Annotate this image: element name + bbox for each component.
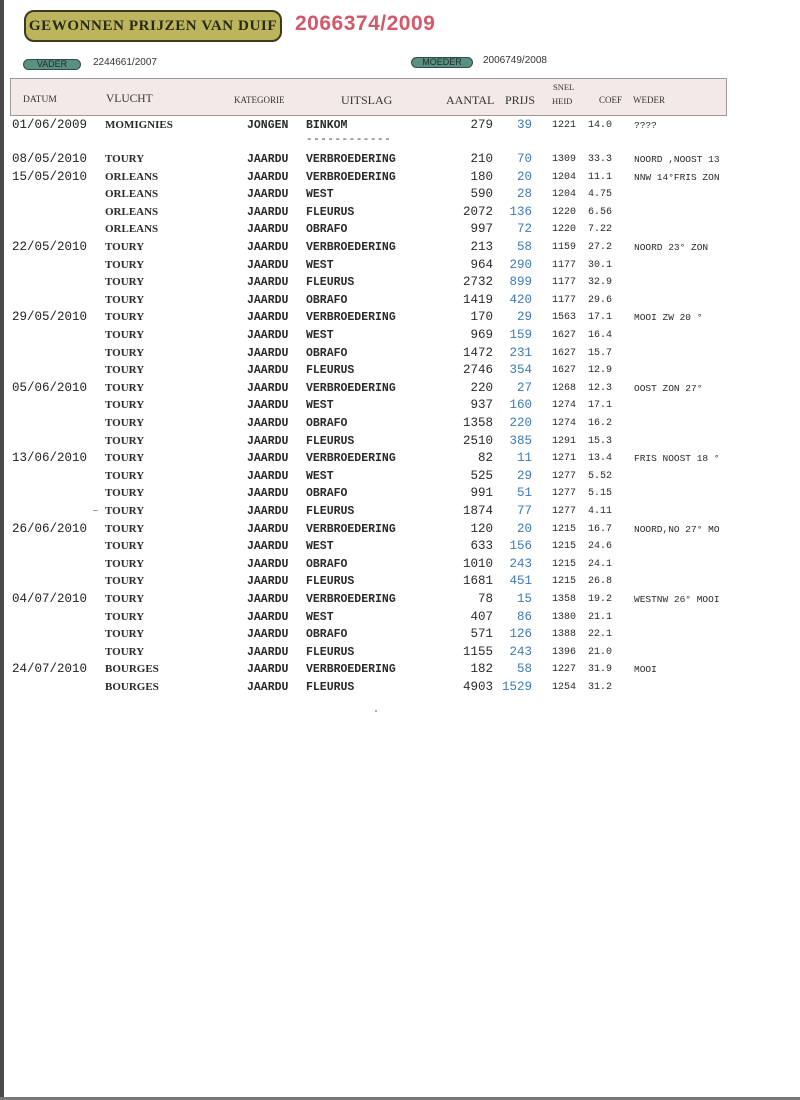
table-row — [0, 169, 800, 186]
row-date: 04/07/2010 — [12, 592, 88, 606]
row-flight: TOURY — [105, 610, 145, 623]
table-row — [0, 274, 800, 291]
row-weather: WESTNW 26° MOOI — [634, 594, 720, 605]
row-result: OBRAFO — [306, 628, 348, 642]
document-title: GEWONNEN PRIJZEN VAN DUIF — [24, 10, 282, 42]
row-category: JAARDU — [247, 575, 289, 589]
row-flight: TOURY — [105, 329, 145, 341]
table-row — [0, 327, 800, 344]
row-prize: 39 — [516, 118, 532, 132]
row-weather: ???? — [634, 120, 657, 131]
row-category: JAARDU — [247, 241, 289, 254]
row-count: 4903 — [462, 680, 493, 694]
row-count: 220 — [470, 380, 493, 395]
row-count: 969 — [470, 328, 493, 342]
row-result: VERBROEDERING — [306, 153, 396, 166]
row-flight: ORLEANS — [105, 170, 159, 183]
row-weather: OOST ZON 27° — [634, 382, 703, 394]
row-category: JAARDU — [247, 628, 289, 642]
row-category: JONGEN — [247, 119, 289, 132]
row-coef: 30.1 — [588, 259, 613, 271]
row-result: WEST — [306, 540, 334, 554]
row-coef: 17.1 — [588, 400, 613, 412]
row-count: 1358 — [462, 416, 493, 430]
row-speed: 1220 — [552, 224, 577, 236]
row-speed: 1215 — [552, 576, 577, 588]
row-flight: ORLEANS — [105, 188, 159, 201]
row-date: 29/05/2010 — [12, 310, 88, 325]
row-category: JAARDU — [247, 293, 289, 307]
row-count: 2510 — [462, 433, 493, 448]
row-speed: 1277 — [552, 488, 577, 500]
row-category: JAARDU — [247, 557, 289, 571]
row-count: 2732 — [462, 275, 493, 290]
row-count: 407 — [470, 609, 493, 624]
row-speed: 1220 — [552, 206, 577, 218]
row-result: BINKOM — [306, 119, 348, 132]
row-speed: 1177 — [552, 294, 577, 306]
row-coef: 21.0 — [588, 646, 613, 658]
row-coef: 12.9 — [588, 365, 613, 377]
table-row — [0, 397, 800, 414]
row-speed: 1277 — [552, 470, 577, 482]
row-prize: 220 — [509, 416, 532, 430]
pigeon-ring-number: 2066374/2009 — [295, 12, 436, 35]
row-flight: TOURY — [105, 645, 145, 658]
row-coef: 4.11 — [588, 506, 613, 517]
row-category: JAARDU — [247, 188, 289, 202]
row-speed: 1309 — [552, 154, 577, 165]
row-prize: 159 — [509, 328, 532, 342]
row-speed: 1221 — [552, 120, 577, 131]
row-category: JAARDU — [247, 223, 289, 237]
row-speed: 1215 — [552, 558, 577, 570]
column-header-datum: DATUM — [23, 95, 57, 105]
row-speed: 1227 — [552, 664, 577, 676]
row-coef: 17.1 — [588, 312, 613, 324]
row-result: VERBROEDERING — [306, 241, 396, 254]
row-count: 180 — [470, 169, 493, 184]
row-count: 964 — [470, 257, 493, 272]
row-category: JAARDU — [247, 663, 289, 677]
row-flight: TOURY — [105, 505, 145, 517]
row-speed: 1627 — [552, 347, 577, 359]
row-speed: 1177 — [552, 259, 577, 271]
column-header-prijs: PRIJS — [505, 93, 536, 107]
row-coef: 7.22 — [588, 224, 613, 236]
row-coef: 24.6 — [588, 541, 613, 553]
row-prize: 126 — [509, 627, 532, 642]
row-flight: TOURY — [105, 575, 145, 588]
row-coef: 6.56 — [588, 206, 613, 218]
row-prize: 354 — [509, 363, 532, 378]
row-prize: 156 — [509, 539, 532, 554]
row-result: OBRAFO — [306, 557, 348, 571]
row-speed: 1215 — [552, 541, 577, 553]
row-prize: 20 — [516, 521, 532, 536]
row-result: VERBROEDERING — [306, 593, 396, 606]
mother-ring-number: 2006749/2008 — [483, 55, 547, 66]
row-weather: FRIS NOOST 18 ° — [634, 453, 720, 465]
row-coef: 15.7 — [588, 347, 613, 359]
mother-label: MOEDER — [411, 57, 473, 68]
row-coef: 32.9 — [588, 277, 613, 289]
row-prize: 385 — [509, 433, 532, 448]
row-flight: TOURY — [105, 346, 145, 359]
row-count: 1419 — [462, 292, 493, 307]
row-prize: 51 — [516, 486, 532, 501]
row-flight: BOURGES — [105, 681, 159, 693]
row-category: JAARDU — [247, 153, 289, 166]
row-coef: 31.9 — [588, 664, 613, 676]
table-row — [0, 345, 800, 362]
column-header-vlucht: VLUCHT — [106, 93, 153, 105]
row-count: 213 — [470, 240, 493, 254]
row-count: 1155 — [462, 644, 493, 659]
table-row — [0, 485, 800, 502]
row-result: FLEURUS — [306, 205, 355, 219]
row-prize: 70 — [516, 152, 532, 166]
row-prize: 1529 — [501, 680, 532, 694]
row-date: 22/05/2010 — [12, 240, 88, 254]
row-result: OBRAFO — [306, 346, 348, 360]
row-count: 2072 — [462, 204, 493, 219]
row-category: JAARDU — [247, 170, 289, 184]
column-header-snel: SNEL — [553, 82, 575, 92]
row-speed: 1254 — [552, 682, 577, 693]
row-count: 182 — [470, 662, 493, 677]
row-flight: TOURY — [105, 311, 145, 324]
table-row — [0, 521, 800, 538]
row-prize: 29 — [516, 310, 532, 325]
row-speed: 1563 — [552, 312, 577, 324]
table-row — [0, 573, 800, 590]
table-row — [0, 415, 800, 432]
row-result: FLEURUS — [306, 505, 355, 518]
row-flight: ORLEANS — [105, 205, 159, 218]
row-speed: 1215 — [552, 523, 577, 535]
row-prize: 72 — [516, 222, 532, 237]
row-date: 01/06/2009 — [12, 118, 88, 132]
row-count: 1681 — [462, 574, 493, 589]
row-flight: TOURY — [105, 399, 145, 412]
row-flight: ORLEANS — [105, 223, 159, 236]
table-row — [0, 221, 800, 238]
row-count: 1010 — [462, 556, 493, 571]
row-prize: 11 — [516, 451, 532, 466]
row-prize: 28 — [516, 187, 532, 202]
divider-line: ------------ — [306, 134, 392, 146]
row-count: 279 — [470, 118, 493, 132]
row-result: WEST — [306, 610, 334, 624]
row-result: FLEURUS — [306, 575, 355, 589]
row-prize: 20 — [516, 169, 532, 184]
row-category: JAARDU — [247, 522, 289, 536]
row-category: JAARDU — [247, 364, 289, 378]
table-row — [0, 538, 800, 555]
row-category: JAARDU — [247, 346, 289, 360]
row-coef: 22.1 — [588, 629, 613, 641]
row-count: 991 — [470, 486, 493, 501]
row-prize: 231 — [509, 345, 532, 360]
table-row — [0, 433, 800, 450]
row-prize: 136 — [509, 204, 532, 219]
row-flight: BOURGES — [105, 663, 159, 676]
row-coef: 14.0 — [588, 120, 613, 131]
row-category: JAARDU — [247, 205, 289, 219]
row-prize: 58 — [516, 662, 532, 677]
row-speed: 1627 — [552, 365, 577, 377]
row-coef: 15.3 — [588, 435, 613, 447]
row-flight: TOURY — [105, 628, 145, 641]
row-speed: 1388 — [552, 629, 577, 641]
row-speed: 1274 — [552, 418, 577, 429]
row-coef: 13.4 — [588, 453, 613, 465]
father-ring-number: 2244661/2007 — [93, 57, 157, 68]
row-date: 08/05/2010 — [12, 152, 88, 166]
scan-speck — [93, 510, 98, 511]
row-result: OBRAFO — [306, 487, 348, 501]
row-speed: 1274 — [552, 400, 577, 412]
row-coef: 33.3 — [588, 154, 613, 165]
row-result: OBRAFO — [306, 293, 348, 307]
row-result: VERBROEDERING — [306, 381, 396, 395]
row-coef: 11.1 — [588, 171, 613, 183]
row-category: JAARDU — [247, 258, 289, 272]
table-row — [0, 450, 800, 467]
row-result: VERBROEDERING — [306, 452, 396, 466]
table-row — [0, 556, 800, 573]
row-speed: 1277 — [552, 506, 577, 517]
row-prize: 160 — [509, 398, 532, 413]
row-coef: 19.2 — [588, 594, 613, 605]
row-flight: TOURY — [105, 522, 145, 535]
row-result: WEST — [306, 188, 334, 202]
row-weather: NOORD ,NOOST 13 — [634, 154, 720, 165]
row-speed: 1204 — [552, 171, 577, 183]
row-category: JAARDU — [247, 452, 289, 466]
row-category: JAARDU — [247, 610, 289, 624]
row-result: VERBROEDERING — [306, 663, 396, 677]
row-flight: TOURY — [105, 417, 145, 429]
scan-speck — [375, 710, 377, 712]
row-date: 24/07/2010 — [12, 662, 88, 677]
table-row — [0, 591, 800, 608]
row-result: WEST — [306, 258, 334, 272]
row-flight: TOURY — [105, 593, 145, 605]
row-prize: 243 — [509, 644, 532, 659]
row-coef: 4.75 — [588, 189, 613, 201]
table-row — [0, 239, 800, 256]
column-header-aantal: AANTAL — [446, 93, 495, 107]
row-prize: 86 — [516, 609, 532, 624]
table-row — [0, 309, 800, 326]
row-flight: TOURY — [105, 293, 145, 306]
table-row — [0, 644, 800, 661]
row-count: 590 — [470, 187, 493, 202]
row-category: JAARDU — [247, 469, 289, 483]
row-category: JAARDU — [247, 593, 289, 606]
row-prize: 243 — [509, 556, 532, 571]
row-flight: TOURY — [105, 276, 145, 289]
table-row — [0, 186, 800, 203]
table-row — [0, 292, 800, 309]
row-coef: 31.2 — [588, 682, 613, 693]
row-speed: 1271 — [552, 453, 577, 465]
row-date: 26/06/2010 — [12, 521, 88, 536]
row-result: FLEURUS — [306, 681, 355, 694]
row-weather: MOOI ZW 20 ° — [634, 312, 703, 324]
row-coef: 5.15 — [588, 488, 613, 500]
row-result: VERBROEDERING — [306, 311, 396, 325]
row-speed: 1291 — [552, 435, 577, 447]
row-speed: 1159 — [552, 242, 577, 253]
row-count: 120 — [470, 521, 493, 536]
row-speed: 1627 — [552, 330, 577, 341]
row-count: 1874 — [462, 504, 493, 518]
row-speed: 1380 — [552, 611, 577, 623]
column-header-coef: COEF — [599, 95, 623, 105]
row-speed: 1358 — [552, 594, 577, 605]
row-prize: 58 — [516, 240, 532, 254]
row-speed: 1177 — [552, 277, 577, 289]
father-label: VADER — [23, 59, 81, 70]
row-flight: TOURY — [105, 258, 145, 271]
row-category: JAARDU — [247, 329, 289, 342]
row-coef: 16.2 — [588, 418, 613, 429]
row-flight: TOURY — [105, 540, 145, 553]
row-flight: TOURY — [105, 452, 145, 465]
row-result: WEST — [306, 399, 334, 413]
row-category: JAARDU — [247, 487, 289, 501]
row-count: 78 — [477, 592, 493, 606]
row-result: FLEURUS — [306, 645, 355, 659]
row-category: JAARDU — [247, 681, 289, 694]
row-flight: TOURY — [105, 153, 145, 165]
row-coef: 5.52 — [588, 470, 613, 482]
row-category: JAARDU — [247, 399, 289, 413]
row-coef: 21.1 — [588, 611, 613, 623]
row-flight: TOURY — [105, 241, 145, 253]
row-flight: TOURY — [105, 364, 145, 377]
row-result: VERBROEDERING — [306, 170, 396, 184]
row-coef: 24.1 — [588, 558, 613, 570]
table-row — [0, 626, 800, 643]
table-row — [0, 679, 800, 696]
row-prize: 290 — [509, 257, 532, 272]
row-weather: MOOI — [634, 664, 657, 676]
row-category: JAARDU — [247, 381, 289, 395]
row-count: 937 — [470, 398, 493, 413]
table-header — [10, 78, 727, 116]
row-category: JAARDU — [247, 417, 289, 430]
row-prize: 420 — [509, 292, 532, 307]
row-category: JAARDU — [247, 505, 289, 518]
row-result: WEST — [306, 469, 334, 483]
row-prize: 15 — [516, 592, 532, 606]
row-coef: 12.3 — [588, 382, 613, 394]
row-weather: NOORD 23° ZON — [634, 242, 709, 253]
table-row — [0, 257, 800, 274]
row-flight: MOMIGNIES — [105, 119, 173, 131]
row-count: 525 — [470, 468, 493, 483]
row-prize: 451 — [509, 574, 532, 589]
row-count: 571 — [470, 627, 493, 642]
row-result: OBRAFO — [306, 417, 348, 430]
row-coef: 16.7 — [588, 523, 613, 535]
row-result: VERBROEDERING — [306, 522, 396, 536]
table-row — [0, 661, 800, 678]
row-speed: 1396 — [552, 646, 577, 658]
row-category: JAARDU — [247, 276, 289, 290]
row-coef: 26.8 — [588, 576, 613, 588]
row-date: 13/06/2010 — [12, 451, 88, 466]
row-weather: NOORD,NO 27° MO — [634, 523, 720, 535]
row-count: 2746 — [462, 363, 493, 378]
row-result: FLEURUS — [306, 276, 355, 290]
table-row — [0, 204, 800, 221]
row-date: 15/05/2010 — [12, 169, 88, 184]
column-header-weder: WEDER — [633, 95, 665, 105]
row-flight: TOURY — [105, 434, 145, 447]
row-result: OBRAFO — [306, 223, 348, 237]
row-prize: 27 — [516, 380, 532, 395]
row-coef: 16.4 — [588, 330, 613, 341]
row-count: 170 — [470, 310, 493, 325]
row-flight: TOURY — [105, 557, 145, 570]
table-row — [0, 609, 800, 626]
row-result: FLEURUS — [306, 364, 355, 378]
row-result: FLEURUS — [306, 434, 355, 448]
table-row — [0, 117, 800, 134]
row-flight: TOURY — [105, 469, 145, 482]
table-row — [0, 380, 800, 397]
row-count: 82 — [477, 451, 493, 466]
row-category: JAARDU — [247, 311, 289, 325]
row-category: JAARDU — [247, 434, 289, 448]
row-count: 633 — [470, 539, 493, 554]
row-prize: 29 — [516, 468, 532, 483]
row-flight: TOURY — [105, 487, 145, 500]
table-row — [0, 468, 800, 485]
row-category: JAARDU — [247, 645, 289, 659]
row-count: 1472 — [462, 345, 493, 360]
row-weather: NNW 14°FRIS ZON — [634, 171, 720, 183]
column-header-heid: HEID — [552, 96, 573, 106]
row-result: WEST — [306, 329, 334, 342]
row-count: 210 — [470, 152, 493, 166]
row-count: 997 — [470, 222, 493, 237]
column-header-uitslag: UITSLAG — [341, 93, 393, 107]
table-row — [0, 362, 800, 379]
row-category: JAARDU — [247, 540, 289, 554]
column-header-kategorie: KATEGORIE — [234, 95, 285, 105]
row-prize: 77 — [516, 504, 532, 518]
row-flight: TOURY — [105, 381, 145, 394]
table-row — [0, 503, 800, 520]
row-coef: 29.6 — [588, 294, 613, 306]
row-prize: 899 — [509, 275, 532, 290]
row-speed: 1268 — [552, 382, 577, 394]
row-date: 05/06/2010 — [12, 380, 88, 395]
row-coef: 27.2 — [588, 242, 613, 253]
row-speed: 1204 — [552, 189, 577, 201]
table-row — [0, 151, 800, 168]
